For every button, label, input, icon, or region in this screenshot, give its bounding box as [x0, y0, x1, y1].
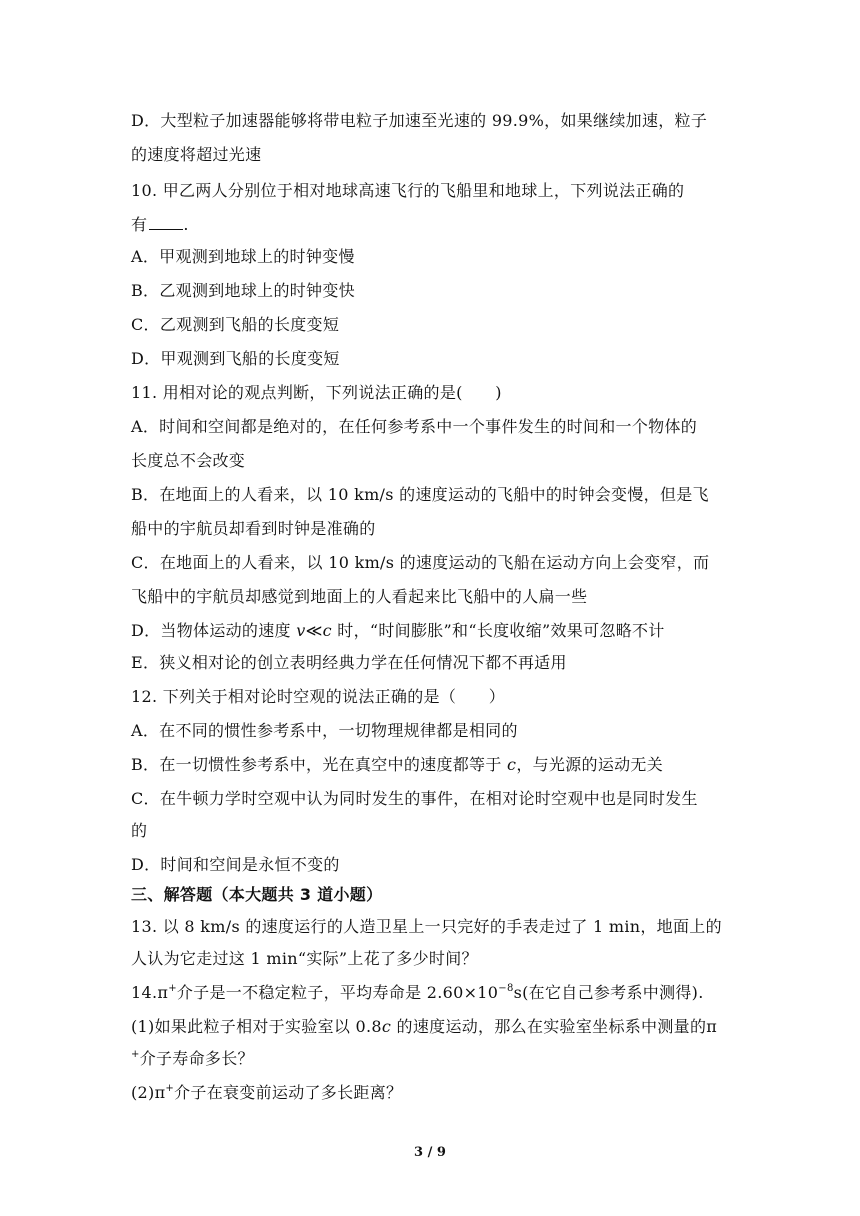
q10-stem-text: 有 [131, 215, 148, 234]
q11-stem: 11. 用相对论的观点判断，下列说法正确的是( ) [131, 383, 502, 402]
q10-option-b: B．乙观测到地球上的时钟变快 [131, 281, 355, 300]
q14-stem-text-end: s(在它自己参考系中测得). [513, 983, 704, 1002]
answer-blank [149, 215, 183, 230]
q12-option-c-line2: 的 [131, 821, 148, 840]
q11-option-c-line1: C．在地面上的人看来，以 10 km/s 的速度运动的飞船在运动方向上会变窄，而 [131, 553, 710, 572]
q14-part1-line2 [131, 1048, 731, 1070]
q14-part2-number: (2) [131, 1083, 155, 1102]
symbol-c: c [381, 1017, 392, 1036]
q10-option-a: A．甲观测到地球上的时钟变慢 [131, 247, 355, 266]
q12-stem: 12. 下列关于相对论时空观的说法正确的是（ ） [131, 687, 506, 706]
q14-part2 [131, 1082, 731, 1104]
q12-option-b [131, 754, 731, 776]
q12-option-c-line1: C．在牛顿力学时空观中认为同时发生的事件，在相对论时空观中也是同时发生 [131, 789, 698, 808]
q11-option-e: E．狭义相对论的创立表明经典力学在任何情况下都不再适用 [131, 653, 567, 672]
q12-option-d: D．时间和空间是永恒不变的 [131, 855, 340, 874]
symbol-c: c [507, 755, 517, 774]
q10-option-d: D．甲观测到飞船的长度变短 [131, 349, 340, 368]
q12-option-b-text: B．在一切惯性参考系中，光在真空中的速度都等于 [131, 755, 508, 774]
q14-stem [131, 982, 731, 1004]
q10-stem-line1: 10. 甲乙两人分别位于相对地球高速飞行的飞船里和地球上，下列说法正确的 [131, 181, 685, 200]
symbol-pi: π [157, 983, 169, 1002]
q14-part1-line1 [131, 1016, 731, 1038]
superscript-plus: + [131, 1048, 140, 1060]
q11-option-d-text: D．当物体运动的速度 [131, 621, 297, 640]
q13-line1: 13. 以 8 km/s 的速度运行的人造卫星上一只完好的手表走过了 1 min，地面上的 [131, 917, 722, 936]
section-heading: 三、解答题（本大题共 3 道小题） [131, 885, 383, 904]
q11-option-a-line2: 长度总不会改变 [131, 451, 246, 470]
q11-option-b-line1: B．在地面上的人看来，以 10 km/s 的速度运动的飞船中的时钟会变慢，但是飞 [131, 485, 709, 504]
symbol-pi: π [154, 1083, 166, 1102]
q14-part1-line2-text: 介子寿命多长？ [139, 1049, 254, 1068]
q11-option-a-line1: A．时间和空间都是绝对的，在任何参考系中一个事件发生的时间和一个物体的 [131, 417, 698, 436]
q10-option-c: C．乙观测到飞船的长度变短 [131, 315, 340, 334]
page-indicator: 3 / 9 [414, 1145, 446, 1160]
q11-option-b-line2: 船中的宇航员却看到时钟是准确的 [131, 519, 376, 538]
q11-option-d-rest: 时，“时间膨胀”和“长度收缩”效果可忽略不计 [331, 621, 665, 640]
q14-number: 14. [131, 983, 158, 1002]
symbol-much-less: ≪ [305, 621, 323, 640]
superscript-plus: + [165, 1082, 175, 1094]
q11-option-c-line2: 飞船中的宇航员却感觉到地面上的人看起来比飞船中的人扁一些 [131, 587, 588, 606]
q14-stem-text: 介子是一不稳定粒子，平均寿命是 2.60×10 [176, 983, 499, 1002]
q14-part1-rest: 的速度运动，那么在实验室坐标系中测量的π [391, 1017, 718, 1036]
q12-option-b-rest: ，与光源的运动无关 [516, 755, 664, 774]
q9-option-d-line2: 的速度将超过光速 [131, 145, 262, 164]
q14-part2-text: 介子在衰变前运动了多长距离？ [174, 1083, 403, 1102]
symbol-v: v [296, 621, 306, 640]
symbol-c: c [322, 621, 332, 640]
q9-option-d-line1: D．大型粒子加速器能够将带电粒子加速至光速的 99.9%，如果继续加速，粒子 [131, 111, 708, 130]
q10-stem-period: . [183, 215, 189, 234]
q14-part1-text: (1)如果此粒子相对于实验室以 0.8 [131, 1017, 382, 1036]
q11-option-d [131, 620, 731, 642]
q13-line2: 人认为它走过这 1 min“实际”上花了多少时间？ [131, 949, 478, 968]
superscript-plus: + [168, 982, 177, 994]
q10-stem-line2 [131, 214, 731, 236]
superscript-exponent: −8 [498, 982, 514, 994]
q12-option-a: A．在不同的惯性参考系中，一切物理规律都是相同的 [131, 721, 518, 740]
